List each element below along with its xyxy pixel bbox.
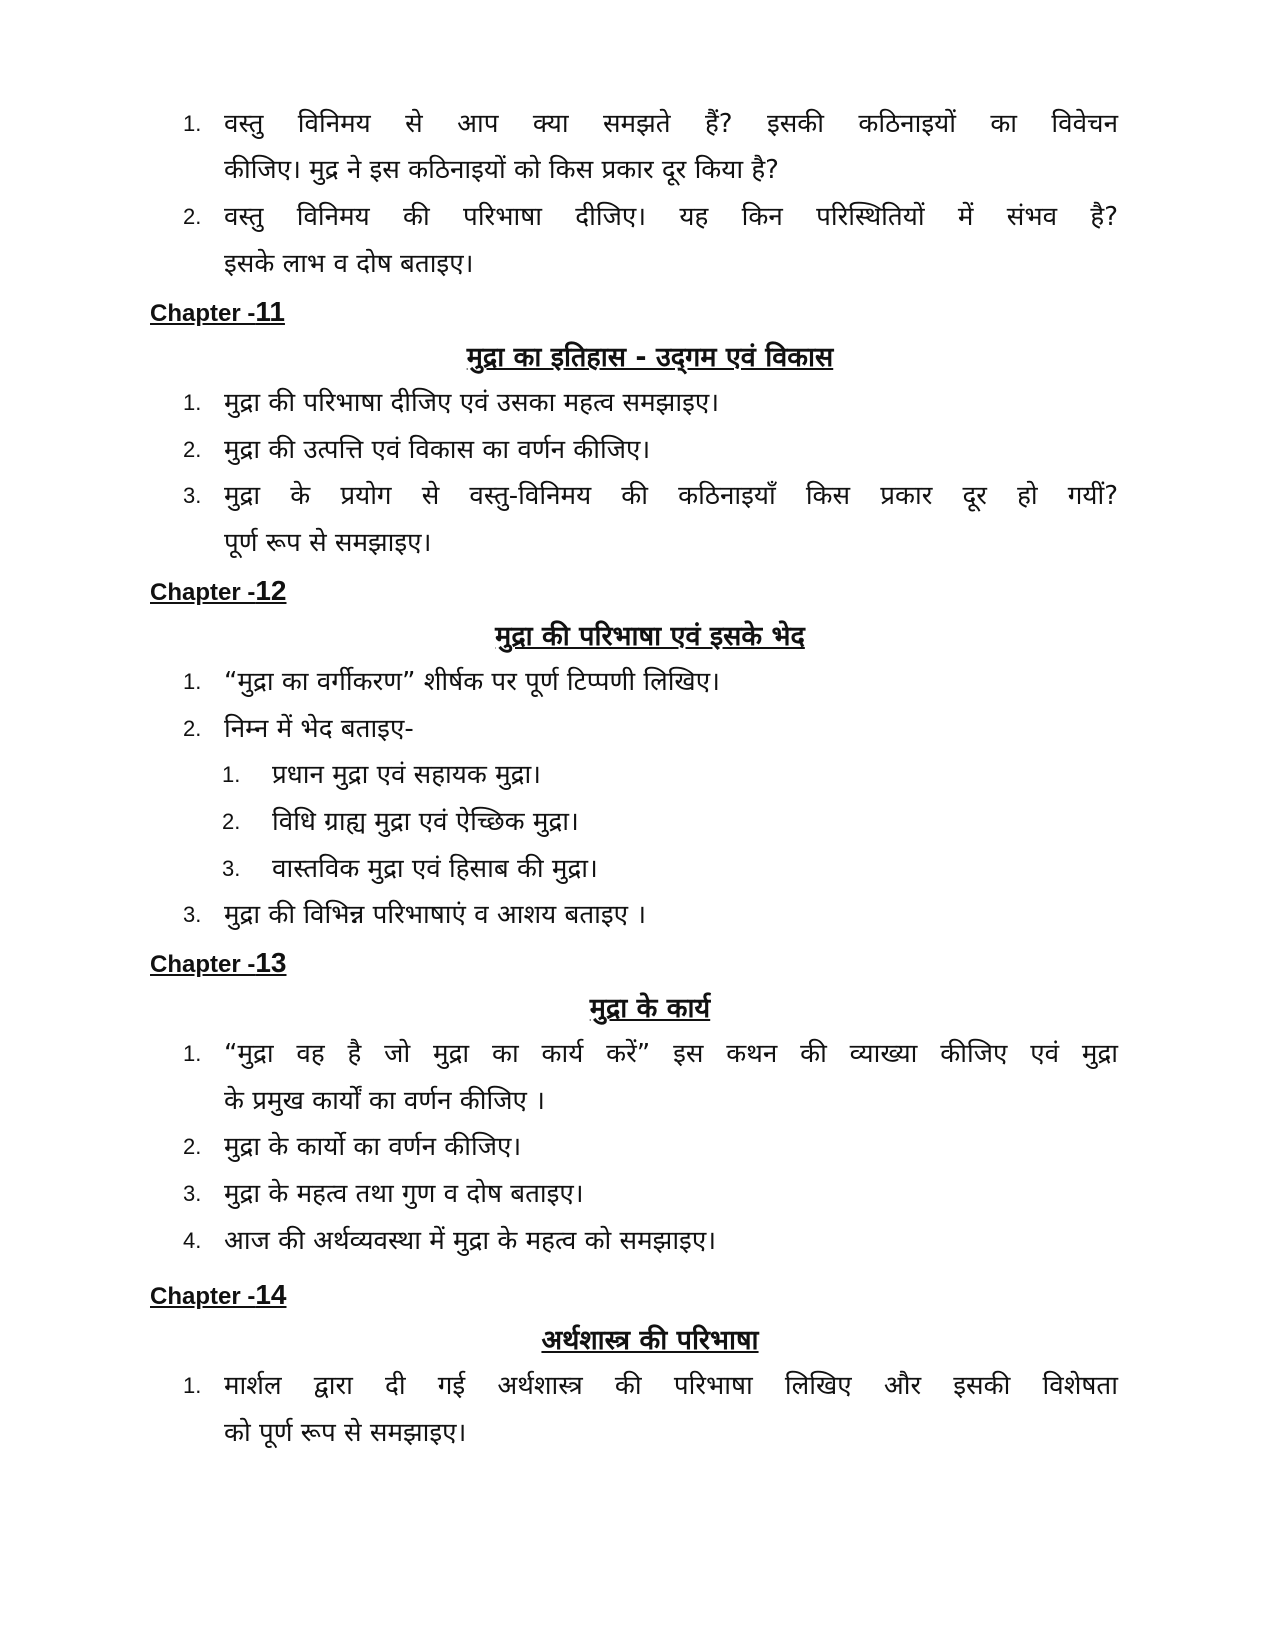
sub-item-text: विधि ग्राह्य मुद्रा एवं ऐच्छिक मुद्रा। bbox=[272, 807, 579, 837]
question-number: 3. bbox=[183, 902, 202, 927]
question-number: 1. bbox=[183, 669, 202, 694]
question-text: निम्न में भेद बताइए- bbox=[224, 714, 414, 744]
question-number: 3. bbox=[183, 483, 202, 508]
sub-item-text: वास्तविक मुद्रा एवं हिसाब की मुद्रा। bbox=[272, 854, 598, 884]
chapter-label: Chapter -14 bbox=[150, 1279, 287, 1310]
question-text: के प्रमुख कार्यों का वर्णन कीजिए । bbox=[224, 1086, 546, 1116]
question-text: वस्तु विनिमय की परिभाषा दीजिए। यह किन परिस्थितियों में संभव है? bbox=[224, 202, 1118, 232]
question-number: 1. bbox=[183, 1041, 202, 1066]
question-number: 2. bbox=[183, 437, 202, 462]
question-text: कीजिए। मुद्र ने इस कठिनाइयों को किस प्रकार दूर किया है? bbox=[224, 155, 779, 185]
chapter-heading: मुद्रा के कार्य bbox=[589, 993, 711, 1024]
question-text: “मुद्रा का वर्गीकरण” शीर्षक पर पूर्ण टिप्पणी लिखिए। bbox=[224, 667, 720, 697]
question-text: मुद्रा की उत्पत्ति एवं विकास का वर्णन कीजिए। bbox=[224, 435, 651, 465]
question-text: इसके लाभ व दोष बताइए। bbox=[224, 249, 474, 279]
question-text: आज की अर्थव्यवस्था में मुद्रा के महत्व को समझाइए। bbox=[224, 1226, 717, 1256]
sub-item-text: प्रधान मुद्रा एवं सहायक मुद्रा। bbox=[272, 760, 542, 790]
question-number: 3. bbox=[183, 1181, 202, 1206]
question-text: मुद्रा की परिभाषा दीजिए एवं उसका महत्व समझाइए। bbox=[224, 388, 720, 418]
sub-item-number: 2. bbox=[222, 809, 241, 834]
question-number: 2. bbox=[183, 1134, 202, 1159]
chapter-heading: अर्थशास्त्र की परिभाषा bbox=[541, 1325, 759, 1356]
question-text: को पूर्ण रूप से समझाइए। bbox=[224, 1418, 467, 1448]
question-number: 1. bbox=[183, 111, 202, 136]
question-number: 1. bbox=[183, 390, 202, 415]
question-text: वस्तु विनिमय से आप क्या समझते हैं? इसकी कठिनाइयों का विवेचन bbox=[224, 109, 1118, 139]
chapter-label: Chapter -12 bbox=[150, 575, 287, 606]
question-text: पूर्ण रूप से समझाइए। bbox=[224, 528, 432, 558]
chapter-label: Chapter -11 bbox=[150, 296, 285, 327]
sub-item-number: 1. bbox=[222, 762, 241, 787]
chapter-heading: मुद्रा की परिभाषा एवं इसके भेद bbox=[495, 621, 805, 652]
question-text: मुद्रा की विभिन्न परिभाषाएं व आशय बताइए । bbox=[224, 900, 647, 930]
chapter-heading: मुद्रा का इतिहास - उद्‌गम एवं विकास bbox=[466, 342, 834, 373]
question-text: मुद्रा के प्रयोग से वस्तु-विनिमय की कठिनाइयाँ किस प्रकार दूर हो गयीं? bbox=[224, 481, 1118, 511]
question-text: मार्शल द्वारा दी गई अर्थशास्त्र की परिभाषा लिखिए और इसकी विशेषता bbox=[224, 1371, 1118, 1401]
question-number: 2. bbox=[183, 204, 202, 229]
question-number: 4. bbox=[183, 1228, 202, 1253]
question-number: 2. bbox=[183, 716, 202, 741]
question-text: मुद्रा के कार्यो का वर्णन कीजिए। bbox=[224, 1132, 522, 1162]
question-text: मुद्रा के महत्व तथा गुण व दोष बताइए। bbox=[224, 1179, 584, 1209]
sub-item-number: 3. bbox=[222, 856, 241, 881]
chapter-label: Chapter -13 bbox=[150, 947, 287, 978]
question-text: “मुद्रा वह है जो मुद्रा का कार्य करें” इस कथन की व्याख्या कीजिए एवं मुद्रा bbox=[224, 1039, 1118, 1069]
question-number: 1. bbox=[183, 1373, 202, 1398]
